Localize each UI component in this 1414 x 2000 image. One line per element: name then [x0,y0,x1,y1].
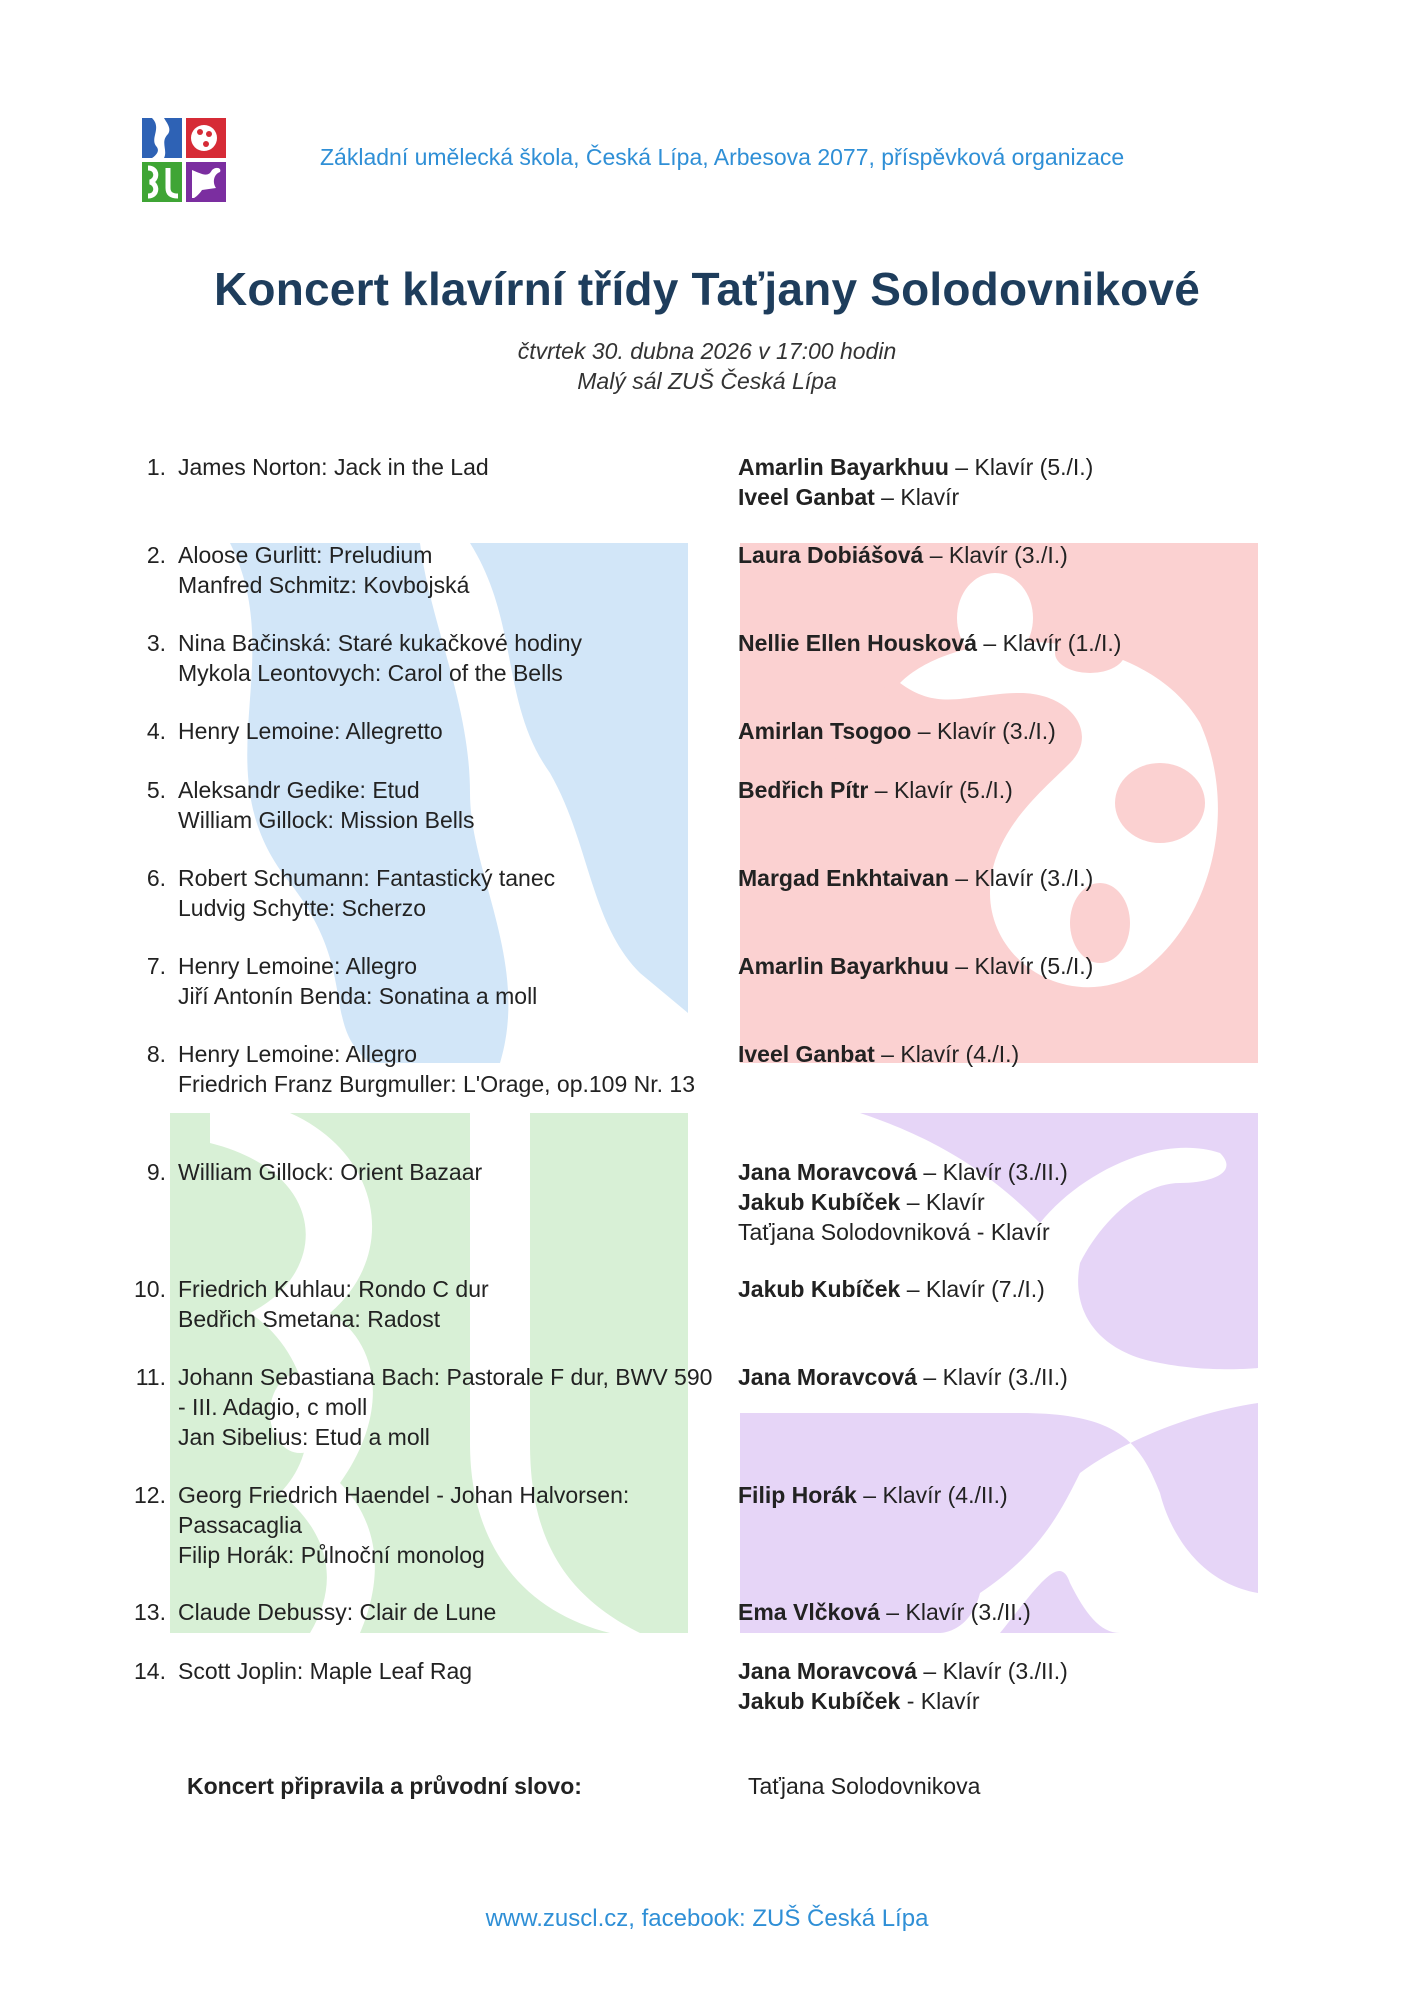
performer [738,628,1258,658]
performer [738,1656,1258,1686]
piece: Jan Sibelius: Etud a moll [178,1424,430,1450]
piece: Aloose Gurlitt: Preludium [178,542,433,568]
performer-role: Klavír (5./I.) [974,454,1094,480]
item-performers [738,1274,1258,1304]
piece: Bedřich Smetana: Radost [178,1306,441,1332]
performer-name: Amarlin Bayarkhuu [738,454,949,480]
performer-separator: – [879,1599,906,1625]
performer-role: Klavír (3./I.) [974,865,1094,891]
performer-name: Jakub Kubíček [738,1688,901,1714]
performer-name: Laura Dobiášová [738,542,924,568]
piece: Claude Debussy: Clair de Lune [178,1599,497,1625]
performer-role: Klavír (4./I.) [900,1041,1020,1067]
piece: Nina Bačinská: Staré kukačkové hodiny [178,630,582,656]
performer-name: Iveel Ganbat [738,1041,875,1067]
performer-role: Klavír (5./I.) [974,953,1094,979]
performer-separator: – [874,484,901,510]
item-number: 2. [146,542,166,568]
item-number: 13. [134,1599,166,1625]
performer-role: Klavír (3./II.) [942,1364,1068,1390]
item-pieces [178,1274,723,1334]
organizer-label: Koncert připravila a průvodní slovo: [187,1773,582,1799]
performer-separator: – [977,630,1003,656]
performer-role: Klavír (5./I.) [893,777,1013,803]
item-pieces [178,1157,723,1187]
item-number: 7. [146,953,166,979]
performer-role: Klavír [900,484,960,510]
performer-separator: – [916,1658,943,1684]
item-pieces [178,951,723,1011]
item-number: 11. [135,1364,166,1390]
item-number: 5. [146,777,166,803]
item-pieces [178,1480,723,1570]
item-performers [738,1362,1258,1392]
item-performers [738,1597,1258,1627]
item-pieces [178,1656,723,1686]
performer-separator: – [900,1189,926,1215]
item-performers [738,1157,1258,1247]
item-pieces [178,1039,723,1099]
item-number: 14. [134,1658,166,1684]
item-performers [738,1039,1258,1069]
performer [738,482,1258,512]
performer [738,1597,1258,1627]
item-number: 8. [146,1041,166,1067]
piece: Manfred Schmitz: Kovbojská [178,572,470,598]
performer [738,452,1258,482]
item-pieces [178,1362,723,1452]
piece: Henry Lemoine: Allegro [178,953,418,979]
performer-name: Jakub Kubíček [738,1189,901,1215]
item-performers [738,452,1258,512]
school-logo-icon [142,118,226,202]
performer-separator: – [900,1276,926,1302]
performer-role: Klavír [925,1189,985,1215]
school-name: Základní umělecká škola, Česká Lípa, Arbesova 2077, příspěvková organizace [320,144,1125,170]
performer [738,1039,1258,1069]
performer [738,1157,1258,1187]
piece: Jiří Antonín Benda: Sonatina a moll [178,983,538,1009]
item-performers [738,628,1258,658]
performer-role: Klavír (3./II.) [942,1658,1068,1684]
piece: Filip Horák: Půlnoční monolog [178,1542,485,1568]
piece: Henry Lemoine: Allegro [178,1041,418,1067]
performer-role: Klavír (3./I.) [948,542,1068,568]
performer-name: Jana Moravcová [738,1364,917,1390]
organizer-name: Taťjana Solodovnikova [748,1773,981,1799]
item-number: 10. [134,1276,166,1302]
performer [738,716,1258,746]
piece: Ludvig Schytte: Scherzo [178,895,427,921]
performer-separator: – [916,1364,943,1390]
piece: Aleksandr Gedike: Etud [178,777,420,803]
performer-separator: – [948,865,975,891]
piece: William Gillock: Orient Bazaar [178,1159,483,1185]
piece: Friedrich Franz Burgmuller: L'Orage, op.109 Nr. 13 [178,1071,696,1097]
item-pieces [178,716,723,746]
item-number: 3. [146,630,166,656]
performer [738,540,1258,570]
performer [738,1274,1258,1304]
item-performers [738,716,1258,746]
performer-name: Iveel Ganbat [738,484,875,510]
piece: Mykola Leontovych: Carol of the Bells [178,660,563,686]
item-pieces [178,540,723,600]
item-number: 6. [146,865,166,891]
item-number: 12. [134,1482,166,1508]
performer [738,1187,1258,1217]
performer-separator: – [911,718,937,744]
item-pieces [178,1597,723,1627]
performer-separator: – [868,777,894,803]
performer [738,951,1258,981]
performer-role: Klavír (1./I.) [1002,630,1122,656]
page-title: Koncert klavírní třídy Taťjany Solodovnikové [213,263,1200,315]
performer [738,863,1258,893]
performer-name: Margad Enkhtaivan [738,865,949,891]
performer-separator: – [948,454,975,480]
performer-separator: – [874,1041,901,1067]
performer-name: Nellie Ellen Housková [738,630,978,656]
performer-role: Klavír (3./I.) [936,718,1056,744]
item-performers [738,540,1258,570]
item-number: 1. [146,454,166,480]
piece: Johann Sebastiana Bach: Pastorale F dur, BWV 590 - III. Adagio, c moll [178,1364,713,1420]
performer [738,1686,1258,1716]
performer-name: Ema Vlčková [738,1599,880,1625]
performer-name: Jana Moravcová [738,1658,917,1684]
item-number: 9. [146,1159,166,1185]
item-performers [738,863,1258,893]
performer-role: Klavír (3./II.) [942,1159,1068,1185]
concert-venue: Malý sál ZUŠ Česká Lípa [577,368,837,394]
performer-role: Taťjana Solodovniková - Klavír [738,1219,1050,1245]
website-link[interactable]: www.zuscl.cz, facebook: ZUŠ Česká Lípa [485,1905,929,1932]
piece: Scott Joplin: Maple Leaf Rag [178,1658,473,1684]
piece: William Gillock: Mission Bells [178,807,475,833]
performer-role: Klavír [920,1688,980,1714]
piece: James Norton: Jack in the Lad [178,454,489,480]
performer-role: Klavír (4./II.) [882,1482,1008,1508]
performer-name: Amarlin Bayarkhuu [738,953,949,979]
performer-name: Jana Moravcová [738,1159,917,1185]
performer [738,1362,1258,1392]
item-pieces [178,628,723,688]
performer-separator: – [856,1482,883,1508]
piece: Robert Schumann: Fantastický tanec [178,865,556,891]
performer-name: Filip Horák [738,1482,857,1508]
item-pieces [178,452,723,482]
concert-date: čtvrtek 30. dubna 2026 v 17:00 hodin [517,338,897,364]
item-number: 4. [146,718,166,744]
performer-role: Klavír (3./II.) [905,1599,1031,1625]
performer-name: Amirlan Tsogoo [738,718,912,744]
item-pieces [178,863,723,923]
piece: Friedrich Kuhlau: Rondo C dur [178,1276,489,1302]
piece: Georg Friedrich Haendel - Johan Halvorsen: Passacaglia [178,1482,630,1538]
piece: Henry Lemoine: Allegretto [178,718,443,744]
item-performers [738,1656,1258,1716]
performer [738,775,1258,805]
performer-separator: – [916,1159,943,1185]
item-performers [738,951,1258,981]
performer-separator: – [923,542,949,568]
performer-name: Jakub Kubíček [738,1276,901,1302]
performer [738,1217,1258,1247]
item-pieces [178,775,723,835]
performer-role: Klavír (7./I.) [925,1276,1045,1302]
performer-name: Bedřich Pítr [738,777,869,803]
item-performers [738,1480,1258,1510]
item-performers [738,775,1258,805]
performer-separator: – [948,953,975,979]
performer-separator: - [900,1688,921,1714]
performer [738,1480,1258,1510]
